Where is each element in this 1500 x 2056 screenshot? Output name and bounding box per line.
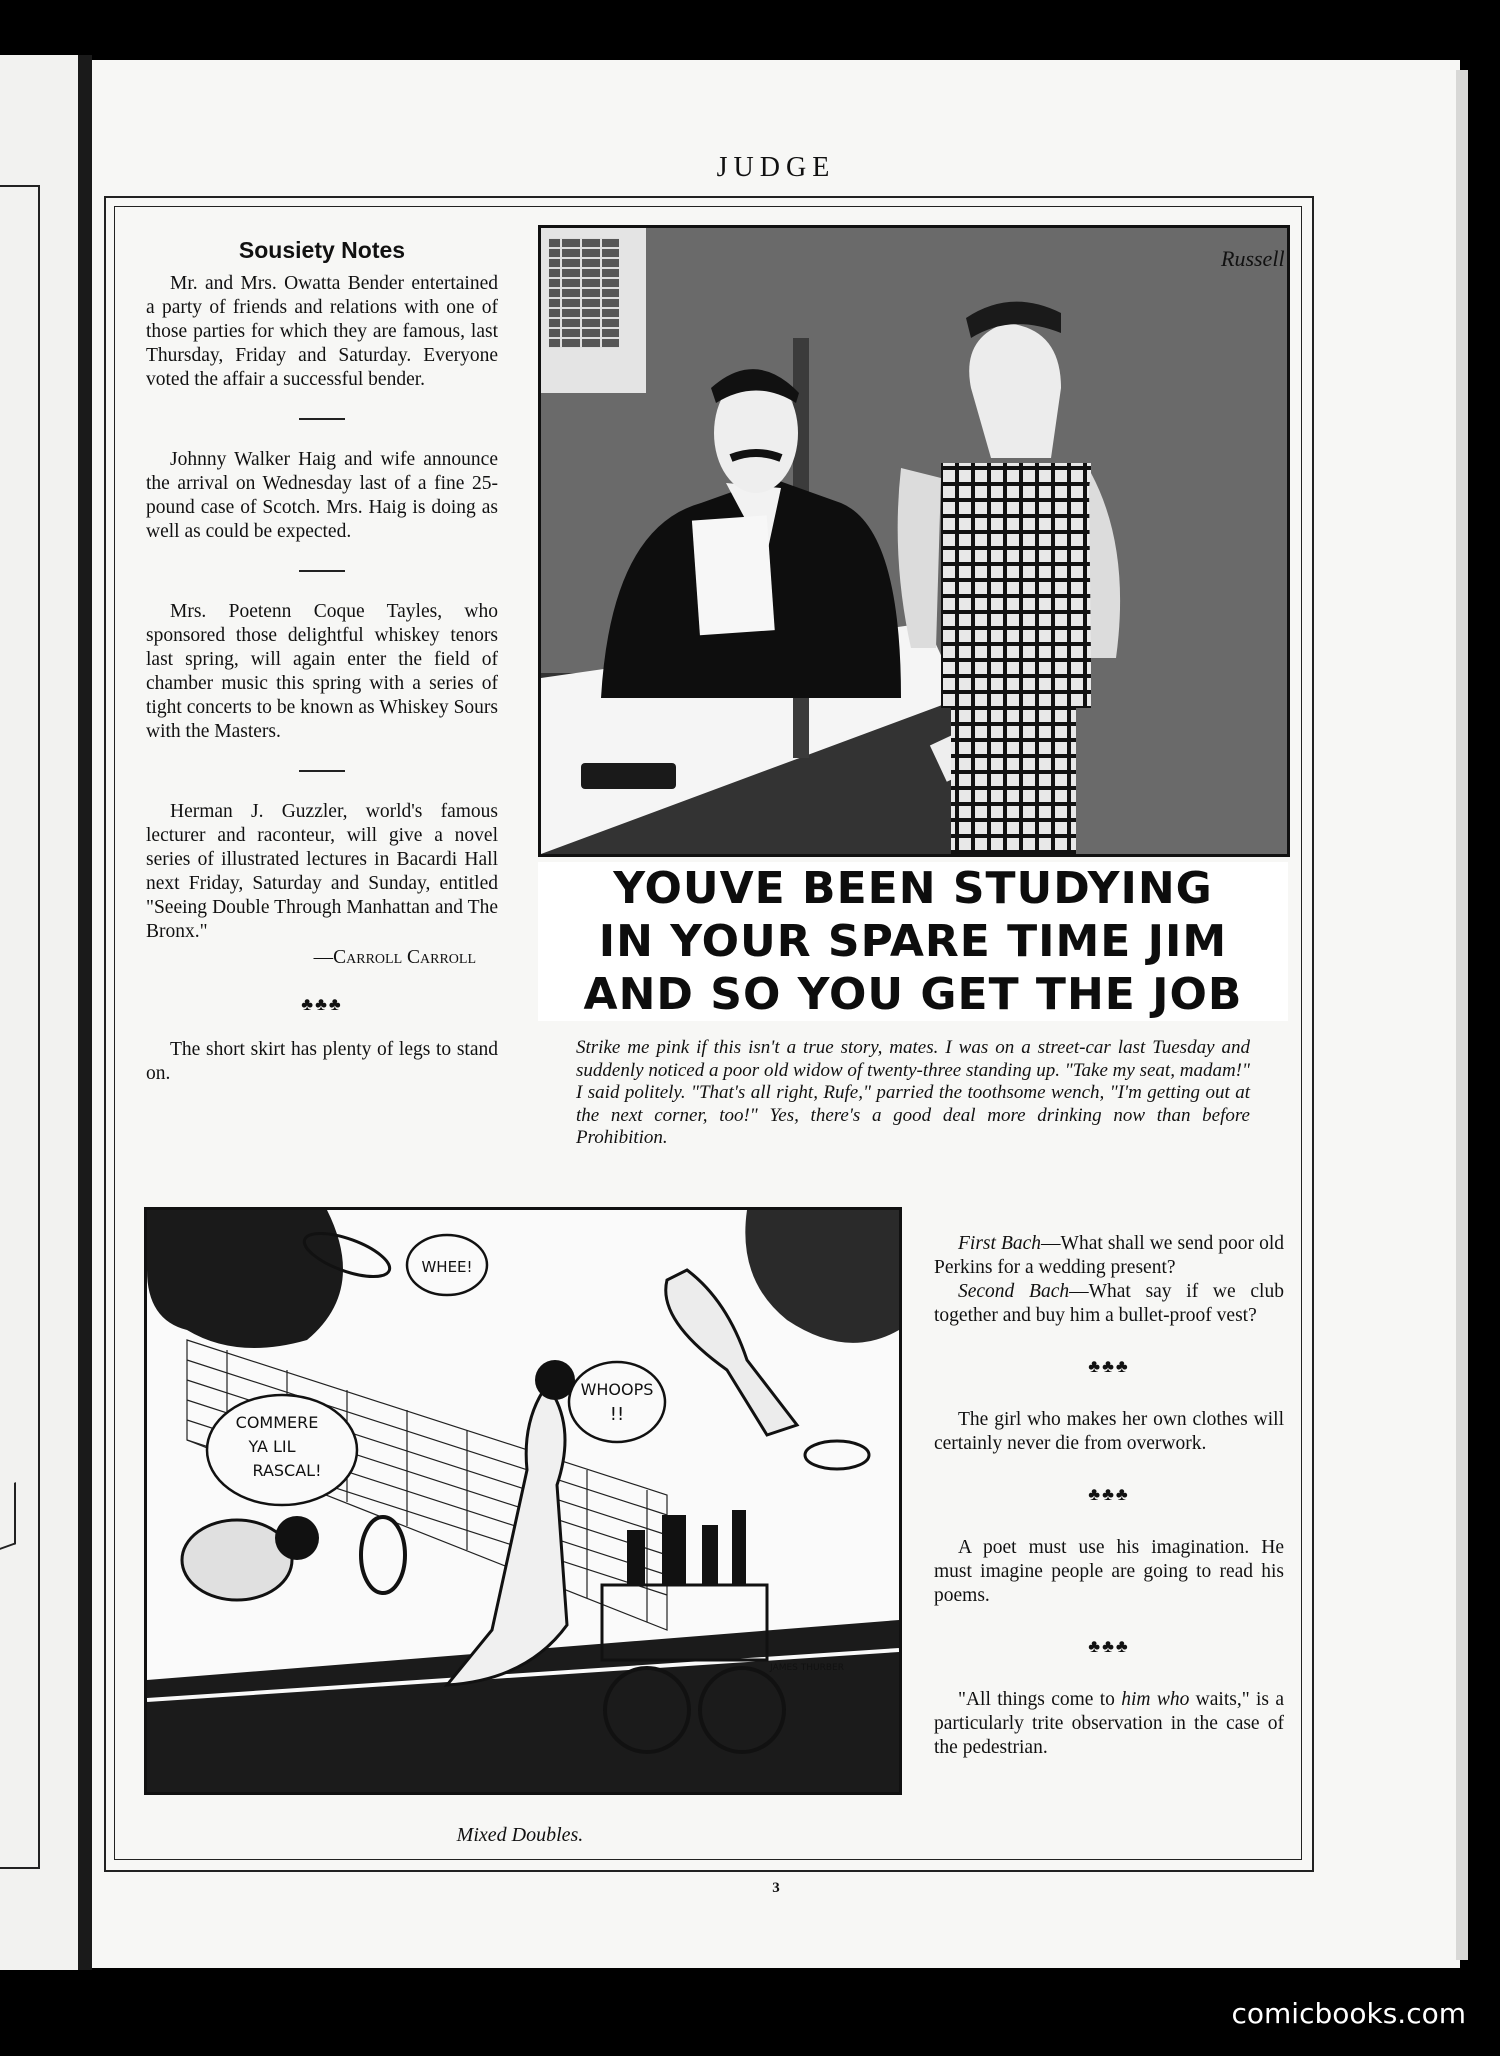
magazine-page [92, 60, 1460, 1968]
headline-line: YOUVE BEEN STUDYING [613, 863, 1213, 914]
office-cartoon-drawing [541, 228, 1287, 854]
bubble-text: WHEE! [421, 1258, 473, 1276]
divider-rule [299, 418, 345, 420]
bubble-text: COMMERE [235, 1413, 319, 1432]
clover-separator: ♣♣♣ [301, 994, 343, 1014]
joke-text: waits," is a particularly trite observation in the case of the pedestrian. [934, 1689, 1284, 1758]
note-paragraph: Johnny Walker Haig and wife announce the arrival on Wednesday last of a fine 25-pound case of Scotch. Mrs. Haig is doing as well as could be expected. [146, 449, 498, 542]
artist-signature: Russell [1221, 246, 1285, 271]
page-number: 3 [772, 1880, 780, 1896]
joke-paragraph [934, 1688, 1284, 1760]
speech-bubble [569, 1362, 665, 1442]
joke-text: "All things come to [958, 1689, 1122, 1710]
dialogue-line [934, 1232, 1284, 1280]
site-watermark: comicbooks.com [1231, 1997, 1466, 2030]
clover-separator: ♣♣♣ [1088, 1484, 1130, 1504]
dialogue-text: —What shall we send poor old Perkins for a wedding present? [934, 1233, 1284, 1278]
mixed-doubles-cartoon [144, 1207, 902, 1795]
bubble-text: RASCAL! [252, 1461, 322, 1480]
crouching-player [182, 1520, 292, 1600]
sousiety-notes-column [146, 238, 498, 1086]
adjacent-page-mark [0, 1482, 16, 1550]
note-paragraph: Mrs. Poetenn Coque Tayles, who sponsored those delightful whiskey tenors last spring, will again enter the field of chamber music this spring with a series of tight concerts to be known as Whiskey Sours with the Masters. [146, 601, 498, 742]
joke-italic-text: him who [1121, 1689, 1190, 1710]
divider-rule [299, 770, 345, 772]
speaker-name: Second Bach [958, 1281, 1070, 1302]
artist-signature: JAMES THURBER [770, 1663, 844, 1673]
book-spine [78, 55, 92, 1970]
bubble-text: YA LIL [248, 1437, 296, 1456]
headline-line: AND SO YOU GET THE JOB [583, 969, 1243, 1020]
story-paragraph: Strike me pink if this isn't a true story, mates. I was on a street-car last Tuesday and suddenly noticed a poor old widow of twenty-three standing up. "Take my seat, madam!" I said politely. "That's all right, Rufe," parried the toothsome wench, "I'm getting out at the next corner, too!" Yes, there's a good deal more drinking now than before Prohibition. [576, 1037, 1250, 1148]
mixed-doubles-drawing [147, 1210, 899, 1792]
clover-separator: ♣♣♣ [1088, 1356, 1130, 1376]
divider-rule [299, 570, 345, 572]
page-border [104, 196, 1314, 1872]
adjacent-page [0, 55, 78, 1970]
clover-separator: ♣♣♣ [1088, 1636, 1130, 1656]
adjacent-page-frame [0, 185, 40, 1869]
page-edge [1456, 70, 1468, 1960]
column-title: Sousiety Notes [238, 237, 406, 263]
note-paragraph: Herman J. Guzzler, world's famous lecturer and raconteur, will give a novel series of illustrated lectures in Bacardi Hall next Friday, Saturday and Sunday, entitled "Seeing Double Through Manhattan and The Bronx." [146, 801, 498, 942]
masthead: JUDGE [716, 152, 836, 183]
office-cartoon [538, 225, 1290, 857]
dialogue-line [934, 1280, 1284, 1328]
cartoon-headline [538, 862, 1288, 1021]
joke-paragraph: The girl who makes her own clothes will certainly never die from overwork. [934, 1409, 1284, 1454]
headline-line: IN YOUR SPARE TIME JIM [598, 916, 1228, 967]
dialogue-text: —What say if we club together and buy him a bullet-proof vest? [934, 1281, 1284, 1326]
jokes-column [934, 1232, 1284, 1760]
bubble-text: WHOOPS [580, 1380, 654, 1399]
byline: —Carroll Carroll [313, 947, 476, 968]
note-paragraph: Mr. and Mrs. Owatta Bender entertained a party of friends and relations with one of those parties for which they are famous, last Thursday, Friday and Saturday. Everyone voted the affair a successful bender. [146, 273, 498, 390]
bubble-text: !! [609, 1404, 625, 1425]
joke-paragraph: The short skirt has plenty of legs to stand on. [146, 1039, 498, 1084]
cartoon-caption: Mixed Doubles. [456, 1824, 584, 1846]
speaker-name: First Bach [958, 1233, 1042, 1254]
joke-paragraph: A poet must use his imagination. He must imagine people are going to read his poems. [934, 1537, 1284, 1606]
